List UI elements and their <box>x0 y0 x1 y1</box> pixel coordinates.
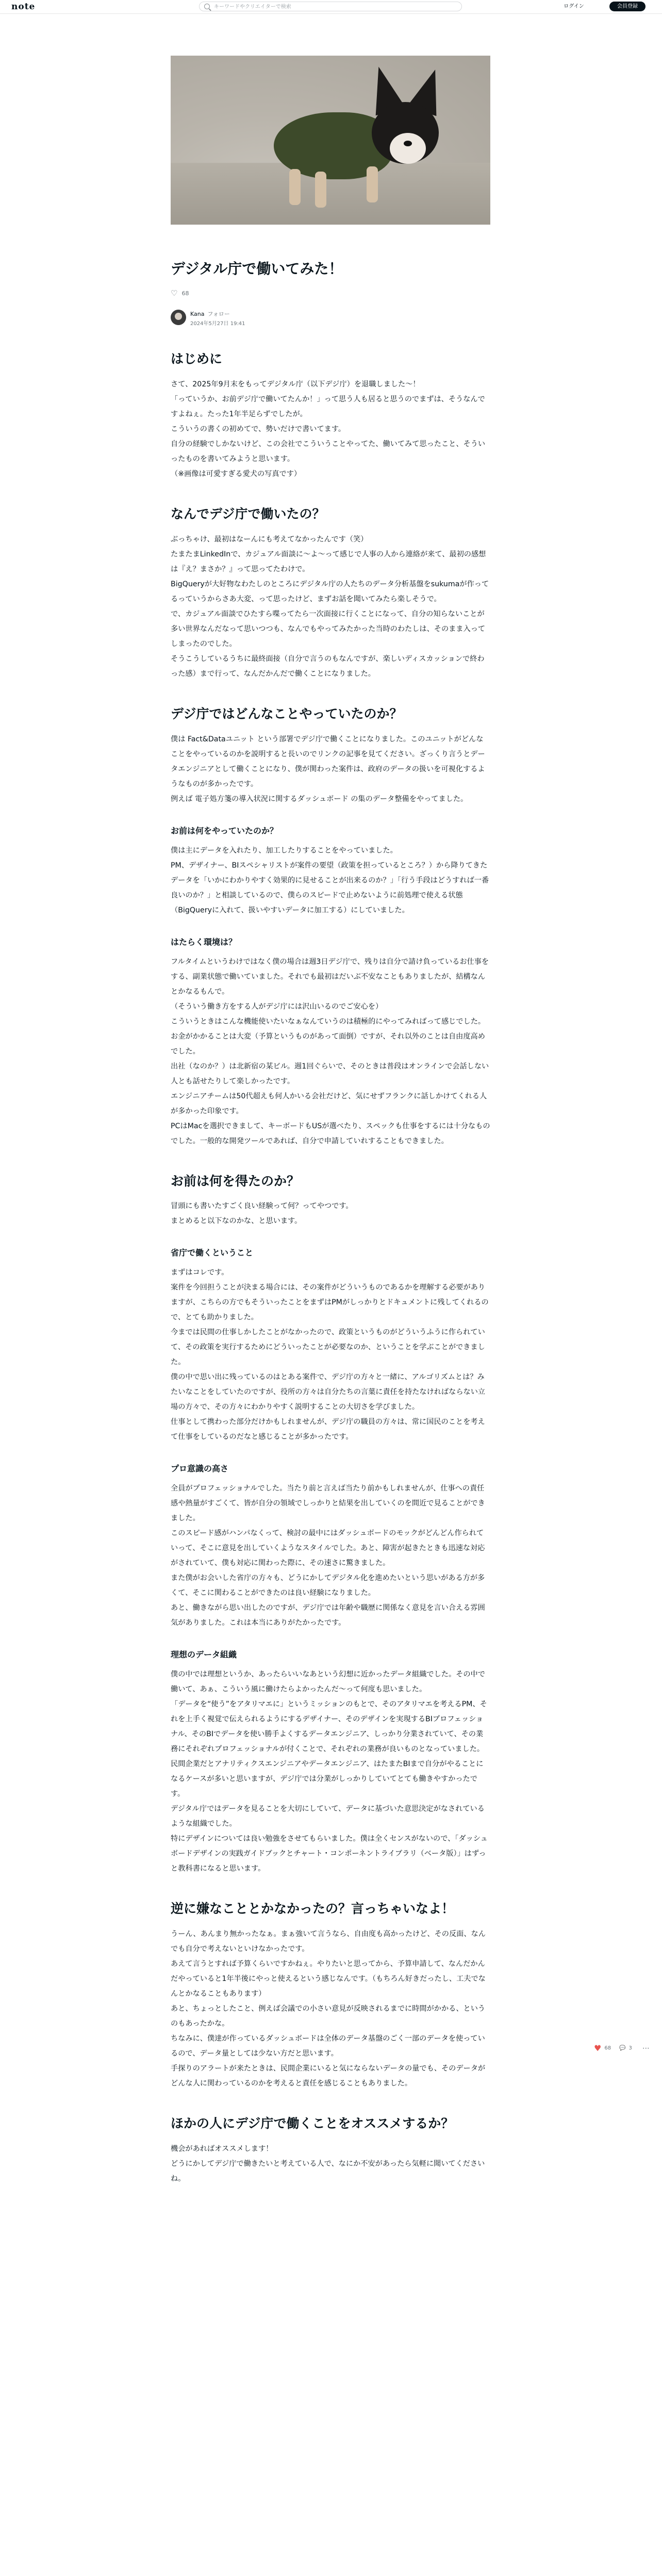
paragraph: ぶっちゃけ、最初はなーんにも考えてなかったんです（笑） <box>171 535 368 544</box>
more-icon[interactable]: ⋯ <box>642 2044 650 2053</box>
paragraph: うーん、あんまり無かったなぁ。まぁ強いて言うなら、自由度も高かったけど、その反面、なんでも自分で考えないといけなかったです。 <box>171 1930 486 1954</box>
paragraph: 今までは民間の仕事しかしたことがなかったので、政策というものがどういうふうに作られていて、その政策を実行するためにどういったことが必要なのか、ということを学ぶことができました。 <box>171 1328 485 1367</box>
like-row <box>171 289 490 298</box>
paragraph: まとめると以下なのかな、と思います。 <box>171 1217 302 1226</box>
heading-sub1: お前は何をやっていたのか？ <box>171 825 278 836</box>
paragraph: （※画像は可愛すぎる愛犬の写真です） <box>171 470 302 479</box>
article-title: デジタル庁で働いてみた！ <box>171 260 343 277</box>
search-icon <box>204 4 210 9</box>
publish-date: 2024年5月27日 19:41 <box>190 321 245 327</box>
paragraph: そうこうしているうちに最終面接（自分で言うのもなんですが、楽しいディスカッションで終わった感）まで行って、なんだかんだで働くことになりました。 <box>171 654 485 678</box>
article <box>171 56 490 2187</box>
heading-bad: 逆に嫌なこととかなかったの？言っちゃいなよ！ <box>171 1901 455 1917</box>
paragraph: デジタル庁ではデータを見ることを大切にしていて、データに基づいた意思決定がなされているような組織でした。 <box>171 1805 485 1828</box>
signup-button[interactable]: 会員登録 <box>609 2 646 11</box>
paragraph: 僕の中では理想というか、あったらいいなあという幻想に近かったデータ組織でした。その中で働いて、あぁ、こういう風に働けたらよかったんだ〜って何度も思いました。 <box>171 1670 485 1694</box>
paragraph: このスピード感がハンパなくって、検討の最中にはダッシュボードのモックがどんどん作られていって、そこに意見を出していくようなスタイルでした。あと、障害が起きたときも迅速な対応がされていて、僕も対応に関わった際に、その速さに驚きました。 <box>171 1529 485 1568</box>
header-image <box>171 56 490 225</box>
paragraph: あえて言うとすれば予算くらいですかねぇ。やりたいと思ってから、予算申請して、なんだかんだやっていると1年半後にやっと使えるという感じなんです。（もちろん好きだったし、工夫でなんとかなることもあります） <box>171 1960 486 1998</box>
heading-intro: はじめに <box>171 351 223 367</box>
paragraph: 出社（なのか？）は北新宿の某ビル。週1回ぐらいで、そのときは普段はオンラインで会話しない人とも話せたりして楽しかったです。 <box>171 1062 489 1086</box>
paragraph: で、カジュアル面談でひたすら喋ってたら一次面接に行くことになって、自分の知らないことが多い世界なんだなって思いつつも、なんでもやってみたかった当時のわたしは、そのまま入ってしまったのでした。 <box>171 609 486 648</box>
paragraph: 僕は主にデータを入れたり、加工したりすることをやっていました。 <box>171 846 398 855</box>
paragraph: こういうの書くの初めてで、勢いだけで書いてます。 <box>171 425 346 434</box>
floating-actions <box>594 2043 650 2053</box>
like-count: 68 <box>604 2045 611 2051</box>
paragraph: 「データを“使う”をアタリマエに」というミッションのもとで、そのアタリマエを考えるPM、それを上手く視覚で伝えられるようにするデザイナー、そのデザインを実現するBIプロフェッショナル、そのBIでデータを使い勝手よくするデータエンジニア、しっかり分業されていて、その業務にそれぞれプロフェッショナルが付くことで、それぞれの業務が良いものとなっていました。 <box>171 1700 487 1754</box>
paragraph: さて、2025年9月末をもってデジタル庁（以下デジ庁）を退職しました〜！ <box>171 380 420 389</box>
heading-ideal: 理想のデータ組織 <box>171 1650 237 1660</box>
paragraph: 「っていうか、お前デジ庁で働いてたんか！」って思う人も居ると思うのでまずは、そうなんですよねぇ。たった1年半足らずでしたが。 <box>171 395 485 419</box>
comment-count: 3 <box>628 2045 632 2051</box>
note-logo[interactable]: note <box>11 2 36 12</box>
login-button[interactable]: ログイン <box>564 4 584 9</box>
heading-gov: 省庁で働くということ <box>171 1248 254 1258</box>
paragraph: 冒頭にも書いたすごく良い経験って何？ってやつです。 <box>171 1202 353 1211</box>
paragraph: あと、ちょっとしたこと、例えば会議での小さい意見が反映されるまでに時間がかかる、というのもあったかな。 <box>171 2005 486 2028</box>
paragraph: また僕がお会いした省庁の方々も、どうにかしてデジタル化を進めたいという思いがある方が多くて、そこに関わることができたのは良い経験になりました。 <box>171 1574 485 1598</box>
search-input[interactable] <box>199 2 462 11</box>
paragraph: 仕事として携わった部分だけかもしれませんが、デジ庁の職員の方々は、常に国民のことを考えて仕事をしているのだなと感じることが多かったです。 <box>171 1418 485 1442</box>
heading-why: なんでデジ庁で働いたの？ <box>171 506 325 522</box>
paragraph: （そういう働き方をする人がデジ庁には沢山いるのでご安心を） <box>171 1002 383 1011</box>
heading-prof: プロ意識の高さ <box>171 1464 229 1474</box>
paragraph: 例えば 電子処方箋の導入状況に関するダッシュボード の集のデータ整備をやってました。 <box>171 794 468 803</box>
heart-icon[interactable]: ♡ <box>171 289 178 298</box>
heading-sub2: はたらく環境は？ <box>171 937 237 947</box>
paragraph: 自分の経験でしかないけど、この会社でこういうことやってた、働いてみて思ったこと、そういったものを書いてみようと思います。 <box>171 440 486 464</box>
comment-icon[interactable]: 💬 <box>619 2045 626 2051</box>
paragraph: BigQueryが大好物なわたしのところにデジタル庁の人たちのデータ分析基盤をsukumaが作ってるっていうからさあ大変、って思ったけど、まずお話を聞いてみたら楽しそうで。 <box>171 580 489 603</box>
paragraph: エンジニアチームは50代超えも何人かいる会社だけど、気にせずフランクに話しかけてくれる人が多かった印象です。 <box>171 1092 487 1115</box>
global-header <box>0 0 662 14</box>
paragraph: ちなみに、僕達が作っているダッシュボードは全体のデータ基盤のごく一部のデータを使っているので、データ量としては少ない方だと思います。 <box>171 2035 485 2058</box>
paragraph: 民間企業だとアナリティクスエンジニアやデータエンジニア、はたまたBIまで自分がやることになるケースが多いと思いますが、デジ庁では分業がしっかりしていてとても働きやすかったです。 <box>171 1760 484 1799</box>
paragraph: まずはコレです。 <box>171 1268 229 1277</box>
heading-learn: お前は何を得たのか？ <box>171 1173 300 1189</box>
like-count: 68 <box>181 290 189 297</box>
follow-button[interactable]: フォロー <box>207 311 230 318</box>
paragraph: あと、働きながら思い出したのですが、デジ庁では年齢や職歴に関係なく意見を言い合える雰囲気がありました。これは本当にありがたかったです。 <box>171 1604 485 1628</box>
avatar[interactable] <box>171 310 186 325</box>
like-heart-icon[interactable]: ♥ <box>594 2043 602 2053</box>
paragraph: たまたまLinkedInで、カジュアル面談に〜よ〜って感じで人事の人から連絡が来て、最初の感想は『え？まさか？』って思ってたわけで。 <box>171 550 486 573</box>
paragraph: PM、デザイナー、BIスペシャリストが案件の要望（政策を担っているところ？）から降りてきたデータを「いかにわかりやすく効果的に見せることが出来るのか？」「行う手段はどうすれば一番良いのか？」と相談しているので、僕らのスピードで止めないように前処理で使える状態（BigQueryに入れて、扱いやすいデータに加工する）にしていました。 <box>171 861 489 914</box>
paragraph: どうにかしてデジ庁で働きたいと考えている人で、なにか不安があったら気軽に聞いてくださいね。 <box>171 2159 485 2183</box>
paragraph: 機会があればオススメします！ <box>171 2144 273 2153</box>
paragraph: 案件を今回担うことが決まる場合には、その案件がどういうものであるかを理解する必要がありますが、こちらの方でもそういったことをまずはPMがしっかりとドキュメントに残してくれるので、とても助かりました。 <box>171 1283 489 1322</box>
paragraph: 僕は Fact&Dataユニット という部署でデジ庁で働くことになりました。このユニットがどんなことをやっているのかを説明すると長いのでリンクの記事を見てください。ざっくり言うとデータエンジニアとして働くことになり、僕が関わった案件は、政府のデータの扱いを可視化するようなものが多かったです。 <box>171 735 485 788</box>
search-placeholder: キーワードやクリエイターで検索 <box>214 4 291 10</box>
paragraph: 特にデザインについては良い勉強をさせてもらいました。僕は全くセンスがないので、「ダッシュボードデザインの実践ガイドブックとチャート・コンポーネントライブラリ（ベータ版）」はずっと教科書になると思います。 <box>171 1835 488 1873</box>
paragraph: PCはMacを選択できまして、キーボードもUSが選べたり、スペックも仕事をするには十分なものでした。一般的な開発ツールであれば、自分で申請していれすることもできました。 <box>171 1122 490 1145</box>
paragraph: 僕の中で思い出に残っているのはとある案件で、デジ庁の方々と一緒に、アルゴリズムとは？みたいなことをしていたのですが、役所の方々は自分たちの言葉に責任を持たなければならない立場の方々で、その方々にわかりやすく説明することの大切さを学びました。 <box>171 1373 486 1412</box>
author-block <box>171 308 490 327</box>
paragraph: 全員がプロフェッショナルでした。当たり前と言えば当たり前かもしれませんが、仕事への責任感や熱量がすごくて、皆が自分の領域でしっかりと結果を出していくのを間近で見ることができました。 <box>171 1484 485 1523</box>
paragraph: 手探りのアラートが来たときは、民間企業にいると気にならないデータの量でも、そのデータがどんな人に関わっているのかを考えると責任を感じることもありました。 <box>171 2064 486 2088</box>
paragraph: フルタイムというわけではなく僕の場合は週3日デジ庁で、残りは自分で請け負っているお仕事をする、副業状態で働いていました。それでも最初はだいぶ不安なこともありましたが、結構なんとかなるもんで。 <box>171 957 489 996</box>
heading-what: デジ庁ではどんなことやっていたのか？ <box>171 706 403 721</box>
paragraph: こういうときはこんな機能使いたいなぁなんていうのは積極的にやってみればって感じでした。お金がかかることは大変（予算というものがあって面倒）ですが、それ以外のことは自由度高めでした。 <box>171 1017 486 1056</box>
author-name[interactable]: Kana <box>190 311 205 318</box>
heading-rec: ほかの人にデジ庁で働くことをオススメするか？ <box>171 2116 454 2131</box>
